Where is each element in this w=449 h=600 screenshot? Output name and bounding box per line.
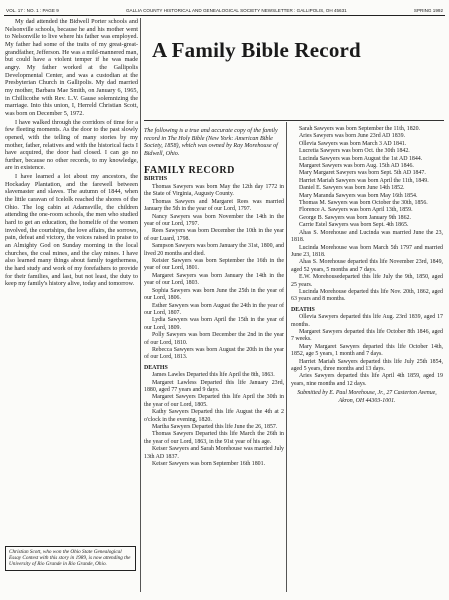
record-entry: Ahas S. Morehouse departed this life November 23rd, 1849, aged 52 years, 5 months and 7 days. [291, 259, 443, 273]
record-entry: James Lawles Departed this life April the 8th, 1863. [152, 372, 275, 379]
family-record-heading: FAMILY RECORD [144, 165, 235, 176]
record-entry: Thomas Sawyers Departed this life March the 26th in the year of our Lord, 1863, in the 91st year of his age. [144, 431, 284, 445]
births-heading: BIRTHS [144, 175, 168, 182]
record-entry: Mary Margaret Sawyers departed this life October 14th, 1852, age 5 years, 1 month and 7 days. [291, 343, 443, 358]
record-entry: Mary Margaret Sawyers was born Sept. 5th AD 1847. [299, 170, 426, 177]
article-title: A Family Bible Record [152, 38, 361, 62]
newsletter-label: GALLIA COUNTY HISTORICAL AND GENEALOGICAL SOCIETY NEWSLETTER : GALLIPOLIS, OH 45631 [125, 8, 347, 13]
record-entry: Aries Sawyers was born June 23rd AD 1839. [299, 133, 406, 140]
intro-text: The following is a true and accurate copy of the family record in The Holy Bible (New York: American Bible Society, 1858), which was owned by Ray Morehouse of Bidwell, Ohio. [144, 128, 278, 157]
record-entry: Thomas Sawyers and Margaret Rees was married January the 5th in the year of our Lord, 1797. [144, 198, 284, 213]
title-rule [144, 120, 444, 121]
middle-column [144, 184, 284, 468]
deaths-heading: DEATHS [144, 364, 168, 371]
author-credit: Christian Scott, who won the Ohio State Genealogical Essay Contest with this story in 1989, is now attending the University of Rio Grande in Rio Grande, Ohio. [5, 546, 136, 571]
record-entry: Ahas S. Morehouse and Lucinda was married June the 23, 1818. [291, 229, 443, 244]
record-entry: Lydia Sawyers was born April the 15th in the year of our Lord, 1809. [144, 317, 284, 331]
record-entry: Rebecca Sawyers was born August the 20th in the year of our Lord, 1813. [144, 346, 284, 361]
record-entry: Sophia Sawyers was born June the 25th in the year of our Lord, 1806. [144, 287, 284, 302]
record-entry: Margaret Sawyers Departed this life April the 30th in the year of our Lord, 1805. [144, 394, 284, 408]
record-entry: Sarah Sawyers was born September the 11th, 1820. [299, 126, 421, 132]
record-entry: Thomas Sawyers was born May the 12th day 1772 in the State of Virginia, Augusty County. [144, 184, 284, 198]
record-entry: Margaret Lawless Departed this life January 23rd, 1880, aged 77 years and 9 days. [144, 379, 284, 393]
page-header [4, 6, 445, 16]
issue-label: SPRING 1992 [413, 8, 443, 13]
record-entry: Mary Maranda Sawyers was born May 16th 1854. [299, 192, 418, 199]
column-divider [286, 122, 287, 592]
record-entry: George B. Sawyers was born January 9th 1862. [299, 214, 411, 221]
record-entry: Polly Sawyers was born December the 2nd in the year of our Lord, 1810. [144, 332, 284, 346]
record-entry: Keiser Sawyers was born September 16th 1801. [152, 461, 266, 468]
submitted-by: Submitted by E. Paul Morehouse, Jr., 27 Casterton Avenue, Akron, OH 44303-1001. [297, 390, 437, 404]
record-entry: Lucinda Morehouse departed this life Nov. 20th, 1862, aged 63 years and 8 months. [291, 288, 443, 303]
column-divider [140, 18, 141, 592]
record-entry: Sampson Sawyers was born January the 31st, 1800, and lived 20 months and died. [144, 243, 284, 257]
left-column [5, 18, 138, 288]
record-entry: Margaret Sawyers was born Aug. 15th AD 1846. [299, 163, 414, 170]
record-entry: Keisier Sawyers was born September the 16th in the year of our Lord, 1801. [144, 258, 284, 272]
deaths-heading: DEATHS [291, 306, 315, 313]
paragraph: I have learned a lot about my ancestors, the Hockaday Plantation, and the farewell between slavemaster and slaves. The autumn of 1844, when the little caravan of Icelolk reached the shores of the Ohio. The log cabin at Adamsville, the children attending the one-room schools, the men who studied hard to get an education, the homelife of the women involved, the courtships, the love affairs, the sorrows, pain, defeat and victory, the voices raised in praise to an Almighty God on Sunday morning in the local churches, the coal mines, and the clay mines. I have also learned many things about family togetherness, the hard study and work of my forefathers to provide for their families, and last, but not least, the duty to keep my family's history alive, today and tomorrow. [5, 173, 138, 288]
record-entry: Lucinda Morehouse was born March 5th 1797 and married June 23, 1818. [291, 244, 443, 258]
record-entry: Ollevia Sawyers departed this life Aug. 23rd 1839, aged 17 months. [291, 314, 443, 328]
record-entry: Carrie Estel Sawyers was born Sept. 4th 1865. [299, 222, 409, 229]
right-column [291, 126, 443, 405]
record-entry: Esther Sawyers was born August the 24th in the year of our Lord, 1807. [144, 302, 284, 316]
record-entry: Ollevia Sawyers was born March 3 AD 1841. [299, 140, 407, 147]
record-entry: Kathy Sawyers Departed this life August the 4th at 2 o'clock in the evening, 1820. [144, 409, 284, 423]
record-entry: Harriet Mariah Sawyers departed this life July 25th 1854, aged 5 years, three months and 13 days. [291, 358, 443, 372]
record-entry: Rees Sawyers was born December the 10th in the year of our Luard, 1798. [144, 228, 284, 242]
record-entry: Lucretia Sawyers was born Oct. the 30th 1842. [299, 148, 410, 155]
record-entry: Margaret Sawyers departed this life October 8th 1846, aged 7 weeks. [291, 328, 443, 343]
volume-label: VOL. 17 : NO. 1 : PAGE 9 [6, 8, 59, 13]
paragraph: I have walked through the corridors of time for a few fleeting moments. As the door to the past slowly opened, with the telling of many stories by my mother, father, relatives and with the historical facts I have acquired, the door had closed. I can go no further, because no other records, to my knowledge, are in existence. [5, 118, 138, 172]
record-entry: Florence A. Sawyers was born April 13th, 1859. [299, 207, 413, 214]
record-entry: Harriet Mariah Sawyers was born April the 11th, 1849. [299, 177, 429, 184]
record-entry: E.W. Morehousedeparted this life July the 9th, 1850, aged 25 years. [291, 274, 443, 288]
record-entry: Lucinda Sawyers was born August the 1st AD 1844. [299, 155, 423, 162]
record-entry: Thomas M. Sawyers was born October the 30th, 1856. [299, 200, 428, 207]
paragraph: My dad attended the Bidwell Porter schools and Nelsonville schools, because he and his mother went to Nelsonville to live where his father was employed. My father had some of the traits of my great-great-grandfather, Jefferson. He was a mild-mannered man, but could have a violent temper if he was made angry. My father worked at the Gallipolis Developmental Center, and was a custodian at the Presbyterian Church in Gallipolis. My dad married my mother, Barbara Mae Smith, on January 6, 1965, in Chillicothe with Rev. L.V. Gause solemnizing the marriage. Into this union, I, Herreld Christian Scott, was born on December 5, 1972. [5, 18, 138, 117]
record-entry: Aries Sawyers departed this life April 4th 1859, aged 19 years, nine months and 12 days. [291, 373, 443, 387]
record-entry: Daniel E. Sawyers was born June 14th 1852. [299, 185, 405, 192]
record-entry: Nancy Sawyers was born November the 14th in the year of our Lord, 1797. [144, 213, 284, 228]
record-entry: Margaret Sawyers was born January the 14th in the year of our Lord, 1803. [144, 272, 284, 287]
record-entry: Martha Sawyers Departed this life June the 26, 1857. [152, 424, 278, 430]
record-entry: Keiser Sawyers and Sarah Morehouse was married July 13th AD 1837. [144, 446, 284, 460]
